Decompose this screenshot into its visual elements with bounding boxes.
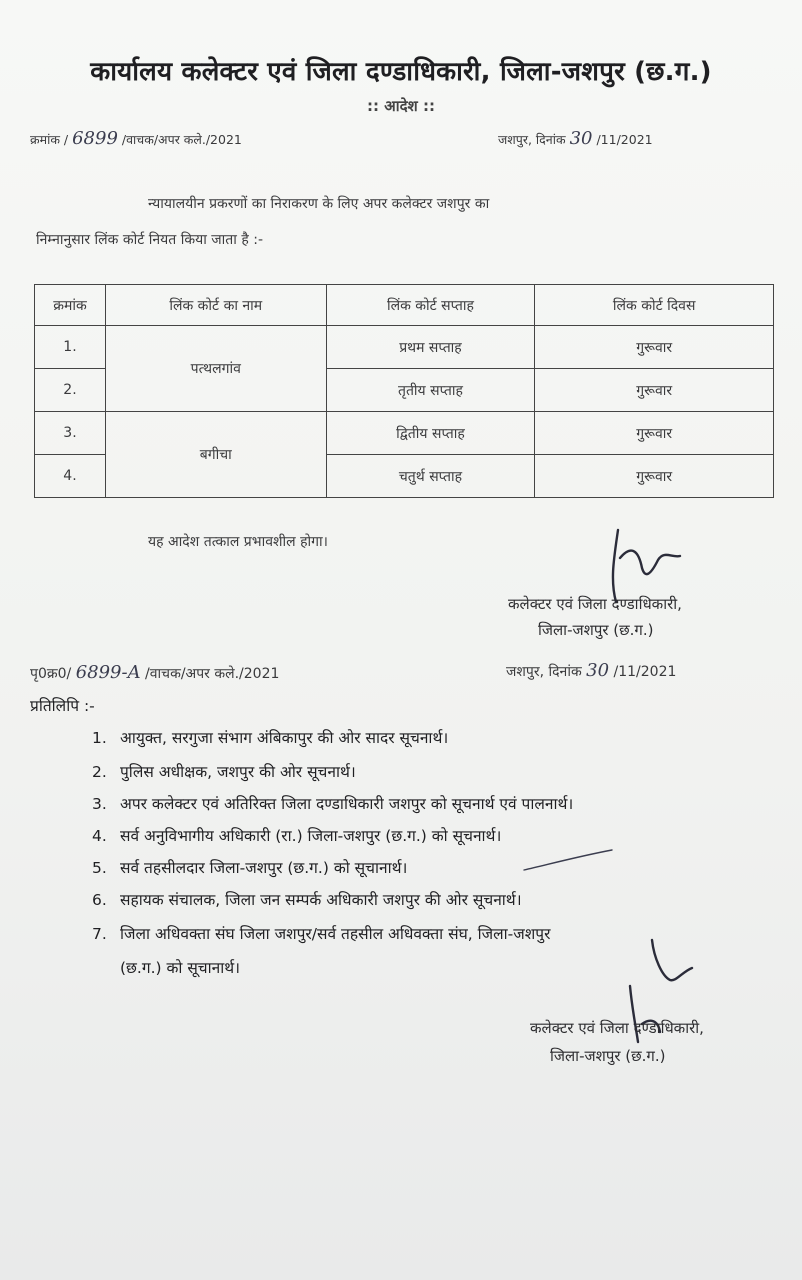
table-header-row (35, 285, 774, 326)
order-heading: :: आदेश :: (367, 97, 435, 115)
ref-date-1 (498, 128, 653, 149)
list-item-number: 2. (92, 763, 107, 781)
list-item-number: 6. (92, 891, 107, 909)
list-item-number: 1. (92, 729, 107, 747)
ref-prefix: क्रमांक / (30, 132, 69, 147)
table-row (35, 412, 774, 455)
cell-week: प्रथम सप्ताह (326, 326, 535, 369)
place-date-prefix-2: जशपुर, दिनांक (506, 664, 582, 680)
list-item-text: सहायक संचालक, जिला जन सम्पर्क अधिकारी जशपुर की ओर सूचनार्थ। (120, 891, 522, 909)
list-item-text: पुलिस अधीक्षक, जशपुर की ओर सूचनार्थ। (120, 763, 356, 781)
ref-number-handwritten: 6899 (72, 128, 118, 149)
cell-day: गुरूवार (535, 369, 774, 412)
ref-line-1 (30, 128, 242, 149)
pen-stroke-mark (520, 846, 620, 876)
ref2-prefix: पृ0क्र0/ (30, 666, 72, 682)
list-item-continuation: (छ.ग.) को सूचानार्थ। (120, 959, 241, 977)
header-court-day: लिंक कोर्ट दिवस (535, 285, 774, 326)
body-line-2: निम्नानुसार लिंक कोर्ट नियत किया जाता है :- (36, 232, 263, 248)
list-item (92, 856, 407, 878)
table-row (35, 326, 774, 369)
cell-serial: 1. (35, 326, 106, 369)
list-item-text: अपर कलेक्टर एवं अतिरिक्त जिला दण्डाधिकारी जशपुर को सूचनार्थ एवं पालनार्थ। (120, 795, 574, 813)
cell-court-name: बगीचा (105, 412, 326, 498)
list-item-text: सर्व अनुविभागीय अधिकारी (रा.) जिला-जशपुर (छ.ग.) को सूचनार्थ। (120, 827, 502, 845)
cell-serial: 4. (35, 455, 106, 498)
list-item-text: आयुक्त, सरगुजा संभाग अंबिकापुर की ओर सादर सूचनार्थ। (120, 729, 449, 747)
cell-serial: 3. (35, 412, 106, 455)
cell-week: चतुर्थ सप्ताह (326, 455, 535, 498)
office-title: कार्यालय कलेक्टर एवं जिला दण्डाधिकारी, जिला-जशपुर (छ.ग.) (90, 57, 712, 87)
link-court-table (34, 284, 774, 498)
date2-day-handwritten: 30 (586, 660, 610, 681)
list-item (92, 760, 356, 782)
list-item (92, 922, 550, 944)
cell-week: तृतीय सप्ताह (326, 369, 535, 412)
ref-suffix: /वाचक/अपर कले./2021 (121, 132, 242, 147)
header-court-name: लिंक कोर्ट का नाम (105, 285, 326, 326)
list-item-number: 7. (92, 925, 107, 943)
cell-day: गुरूवार (535, 412, 774, 455)
list-item (92, 824, 501, 846)
cell-day: गुरूवार (535, 455, 774, 498)
body-line-1: न्यायालयीन प्रकरणों का निराकरण के लिए अपर कलेक्टर जशपुर का (148, 196, 490, 212)
cell-week: द्वितीय सप्ताह (326, 412, 535, 455)
list-item-number: 5. (92, 859, 107, 877)
ref2-number-handwritten: 6899-A (75, 662, 141, 683)
date-month-year: /11/2021 (596, 132, 653, 147)
place-date-prefix: जशपुर, दिनांक (498, 132, 566, 147)
ref-line-2 (30, 662, 279, 683)
list-item-text: जिला अधिवक्ता संघ जिला जशपुर/सर्व तहसील अधिवक्ता संघ, जिला-जशपुर (120, 925, 551, 943)
cell-court-name: पत्थलगांव (105, 326, 326, 412)
header-serial: क्रमांक (35, 285, 106, 326)
copy-heading: प्रतिलिपि :- (30, 697, 95, 715)
list-item-number: 4. (92, 827, 107, 845)
signature-2-line-1: कलेक्टर एवं जिला दण्डाधिकारी, (530, 1019, 704, 1037)
list-item-number: 3. (92, 795, 107, 813)
list-item (92, 792, 573, 814)
cell-day: गुरूवार (535, 326, 774, 369)
list-item-text: सर्व तहसीलदार जिला-जशपुर (छ.ग.) को सूचानार्थ। (120, 859, 408, 877)
signature-1-line-2: जिला-जशपुर (छ.ग.) (538, 621, 654, 639)
effect-note: यह आदेश तत्काल प्रभावशील होगा। (148, 534, 328, 550)
ref2-suffix: /वाचक/अपर कले./2021 (145, 666, 280, 682)
signature-2-line-2: जिला-जशपुर (छ.ग.) (550, 1047, 666, 1065)
ref-date-2 (506, 660, 676, 681)
signature-1-line-1: कलेक्टर एवं जिला दण्डाधिकारी, (508, 595, 682, 613)
list-item (92, 888, 522, 910)
header-court-week: लिंक कोर्ट सप्ताह (326, 285, 535, 326)
cell-serial: 2. (35, 369, 106, 412)
date2-month-year: /11/2021 (613, 664, 677, 680)
date-day-handwritten: 30 (569, 128, 593, 149)
list-item (92, 726, 448, 748)
